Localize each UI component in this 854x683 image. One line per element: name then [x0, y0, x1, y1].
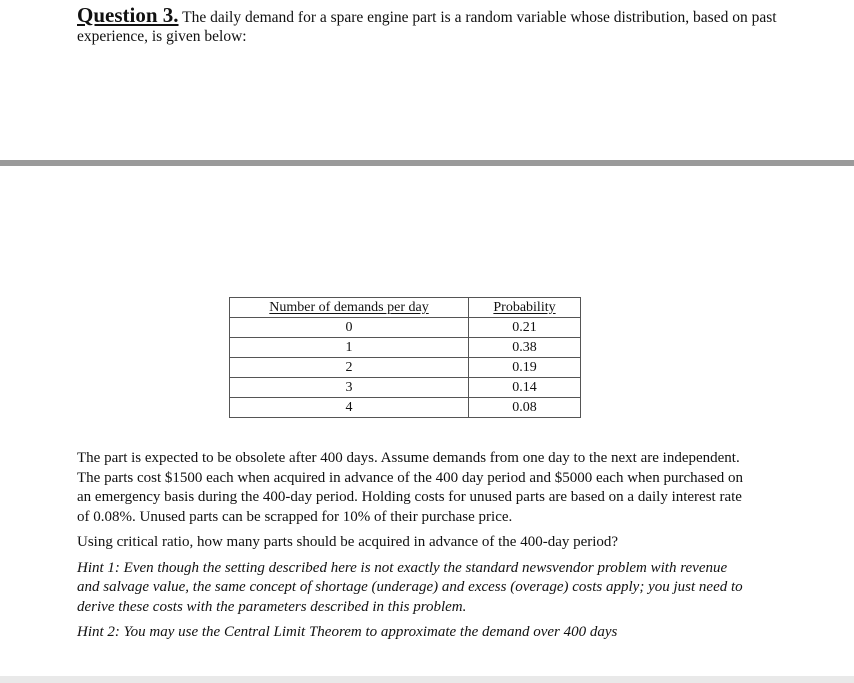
demand-distribution-table [229, 297, 581, 418]
problem-question: Using critical ratio, how many parts should be acquired in advance of the 400-day period? [77, 534, 619, 550]
demand-cell: 1 [230, 338, 469, 358]
problem-paragraph: The part is expected to be obsolete after 400 days. Assume demands from one day to the next are independent. The parts cost $1500 each when acquired in advance of the 400 day period and $5000 each when purchased on an emergency basis during the 400-day period. Holding costs for unused parts are based on a daily interest rate of 0.08%. Unused parts can be scrapped for 10% of their purchase price. [77, 450, 744, 525]
table-header-row [230, 298, 581, 318]
hint-1: Hint 1: Even though the setting described here is not exactly the standard newsvendor problem with revenue and salvage value, the same concept of shortage (underage) and excess (overage) costs apply; you just need to derive these costs with the parameters described in this problem. [77, 559, 743, 615]
table-row [230, 318, 581, 338]
table-row [230, 358, 581, 378]
table-row [230, 398, 581, 418]
probability-cell: 0.21 [469, 318, 581, 338]
section-divider [0, 160, 854, 166]
table-row [230, 378, 581, 398]
demand-cell: 3 [230, 378, 469, 398]
demand-cell: 4 [230, 398, 469, 418]
question-intro: The daily demand for a spare engine part is a random variable whose distribution, based on past experience, is given below: [77, 9, 777, 45]
hint-2: Hint 2: You may use the Central Limit Theorem to approximate the demand over 400 days [77, 624, 618, 640]
table-row [230, 338, 581, 358]
demand-cell: 2 [230, 358, 469, 378]
question-header [77, 3, 777, 46]
question-number: Question 3. [77, 3, 179, 27]
bottom-edge-bar [0, 676, 854, 683]
probability-cell: 0.14 [469, 378, 581, 398]
probability-cell: 0.19 [469, 358, 581, 378]
probability-cell: 0.38 [469, 338, 581, 358]
probability-cell: 0.08 [469, 398, 581, 418]
problem-body [77, 449, 747, 649]
header-demands: Number of demands per day [230, 298, 469, 318]
header-probability: Probability [469, 298, 581, 318]
demand-cell: 0 [230, 318, 469, 338]
